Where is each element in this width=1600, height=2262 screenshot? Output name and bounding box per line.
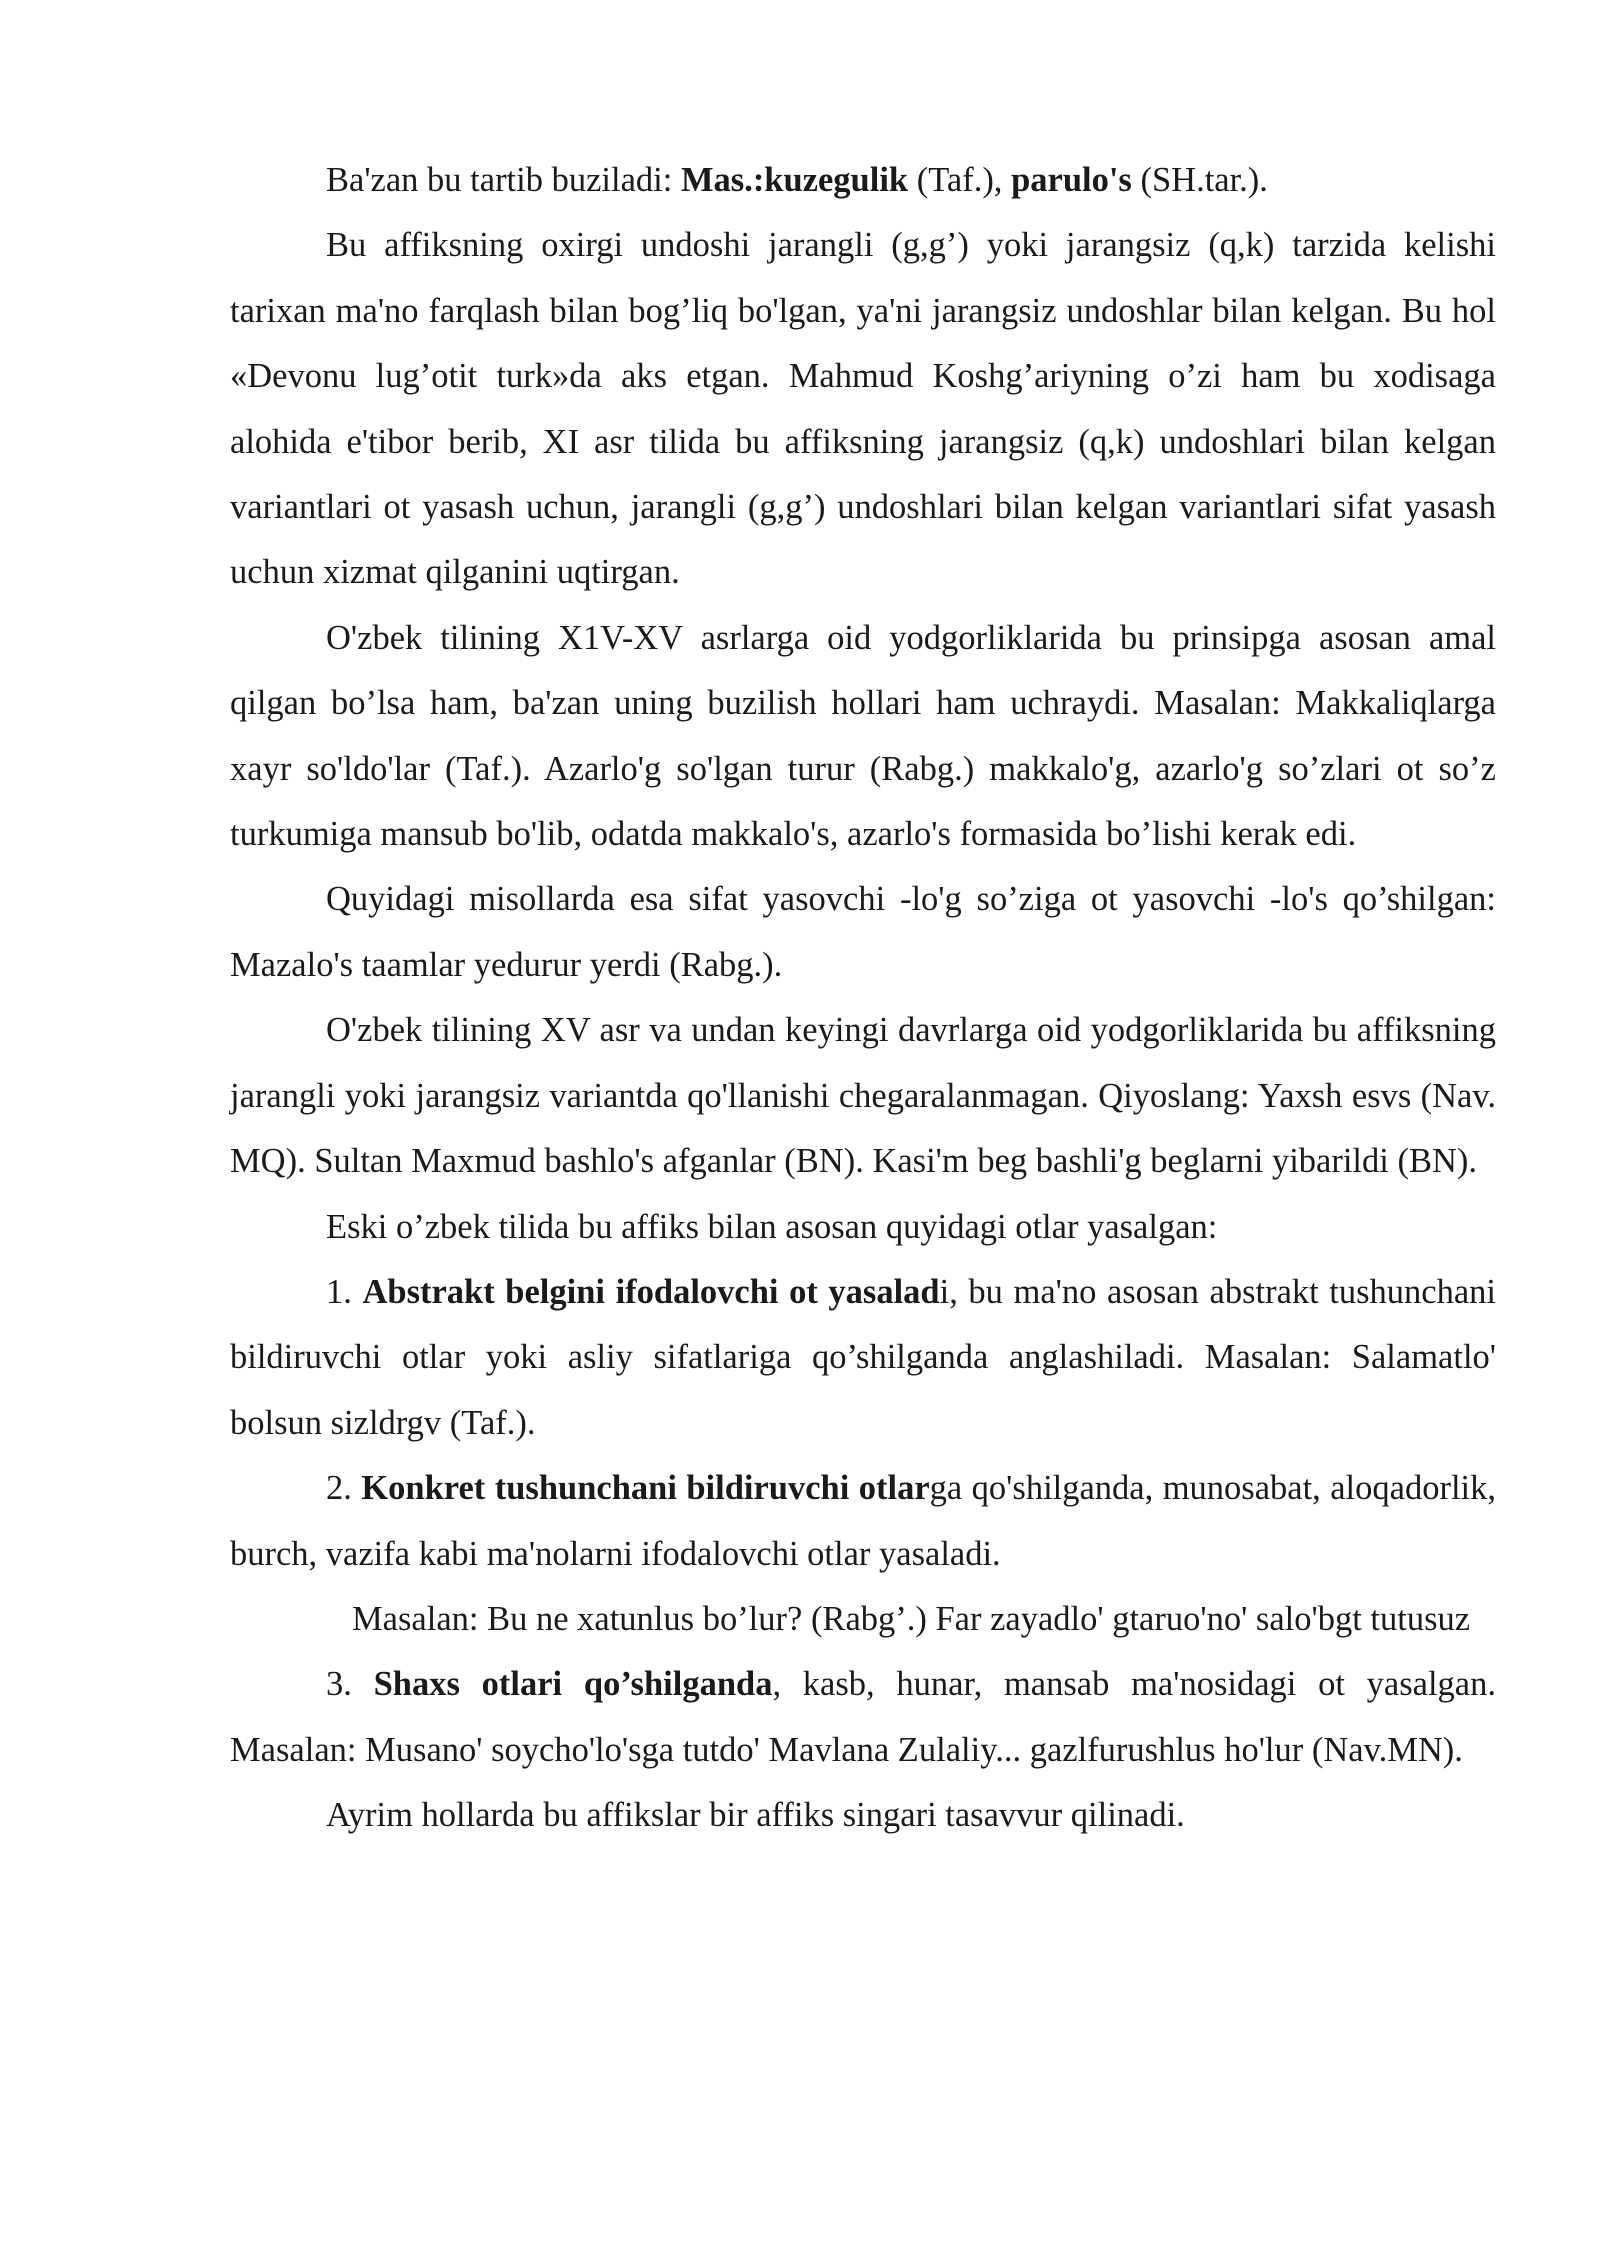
paragraph-11: [230, 1783, 1496, 1848]
text-run: ga qo'shilganda, munosabat, aloqadorlik, burch, vazifa kabi ma'nolarni ifodalovchi otlar yasaladi.: [230, 1469, 1496, 1573]
text-run: i, bu ma'no asosan abstrakt tushunchani bildiruvchi otlar yoki asliy sifatlariga qo’shilganda anglashiladi. Masalan: Salamatlo' bolsun sizldrgv (Taf.).: [230, 1272, 1497, 1442]
list-number: 1.: [326, 1272, 363, 1311]
list-item-heading: Konkret tushunchani bildiruvchi otlar: [361, 1469, 930, 1508]
paragraph-2: [230, 213, 1496, 605]
paragraph-5: [230, 998, 1496, 1194]
paragraph-6: [230, 1195, 1496, 1260]
paragraph-3: [230, 606, 1496, 868]
text-run: , kasb, hunar, mansab ma'nosidagi ot yasalgan. Masalan: Musano' soycho'lo'sga tutdo' Mavlana Zulaliy... gazlfurushlus ho'lur (Nav.MN).: [230, 1665, 1496, 1769]
paragraph-1: [230, 148, 1496, 213]
text-run: O'zbek tilining XV asr va undan keyingi davrlarga oid yodgorliklarida bu affiksning jarangli yoki jarangsiz variantda qo'llanishi chegaralanmagan. Qiyoslang: Yaxsh esvs (Nav. MQ). Sultan Maxmud bashlo's afganlar (BN). Kasi'm beg bashli'g beglarni yibarildi (BN).: [230, 1011, 1496, 1181]
text-run: Quyidagi misollarda esa sifat yasovchi -lo'g so’ziga ot yasovchi -lo's qo’shilgan: Mazalo's taamlar yedurur yerdi (Rabg.).: [230, 880, 1496, 984]
list-item-heading: Shaxs otlari qo’shilganda: [373, 1665, 773, 1704]
text-run: (Taf.),: [908, 161, 1012, 199]
document-page: [230, 148, 1496, 1849]
text-run: Ayrim hollarda bu affikslar bir affiks singari tasavvur qilinadi.: [326, 1796, 1185, 1835]
list-number: 2.: [326, 1469, 362, 1508]
text-run: Masalan: Bu ne xatunlus bo’lur? (Rabg’.) Far zayadlo' gtaruo'no' salo'bgt tutusuz: [352, 1599, 1471, 1638]
paragraph-10-list-item-3: [230, 1652, 1496, 1783]
paragraph-9: [230, 1587, 1496, 1652]
list-item-heading: Abstrakt belgini ifodalovchi ot yasalad: [362, 1272, 940, 1311]
text-run: O'zbek tilining X1V-XV asrlarga oid yodgorliklarida bu prinsipga asosan amal qilgan bo’lsa ham, ba'zan uning buzilish hollari ham uchraydi. Masalan: Makkaliqlarga xayr so'ldo'lar (Taf.). Azarlo'g so'lgan turur (Rabg.) makkalo'g, azarlo'g so’zlari ot so’z turkumiga mansub bo'lib, odatda makkalo's, azarlo's formasida bo’lishi kerak edi.: [230, 618, 1496, 854]
paragraph-7-list-item-1: [230, 1260, 1496, 1456]
bold-example: Mas.:kuzegulik: [680, 161, 909, 199]
text-run: Eski o’zbek tilida bu affiks bilan asosan quyidagi otlar yasalgan:: [326, 1207, 1218, 1246]
bold-example: parulo's: [1011, 161, 1132, 199]
paragraph-8-list-item-2: [230, 1456, 1496, 1587]
text-run: Ba'zan bu tartib buziladi:: [326, 161, 681, 199]
list-number: 3.: [326, 1665, 374, 1704]
paragraph-4: [230, 867, 1496, 998]
text-run: Bu affiksning oxirgi undoshi jarangli (g,g’) yoki jarangsiz (q,k) tarzida kelishi tarixan ma'no farqlash bilan bog’liq bo'lgan, ya'ni jarangsiz undoshlar bilan kelgan. Bu hol «Devonu lug’otit turk»da aks etgan. Mahmud Koshg’ariyning o’zi ham bu xodisaga alohida e'tibor berib, XI asr tilida bu affiksning jarangsiz (q,k) undoshlari bilan kelgan variantlari ot yasash uchun, jarangli (g,g’) undoshlari bilan kelgan variantlari sifat yasash uchun xizmat qilganini uqtirgan.: [230, 226, 1496, 592]
text-run: (SH.tar.).: [1131, 161, 1268, 199]
